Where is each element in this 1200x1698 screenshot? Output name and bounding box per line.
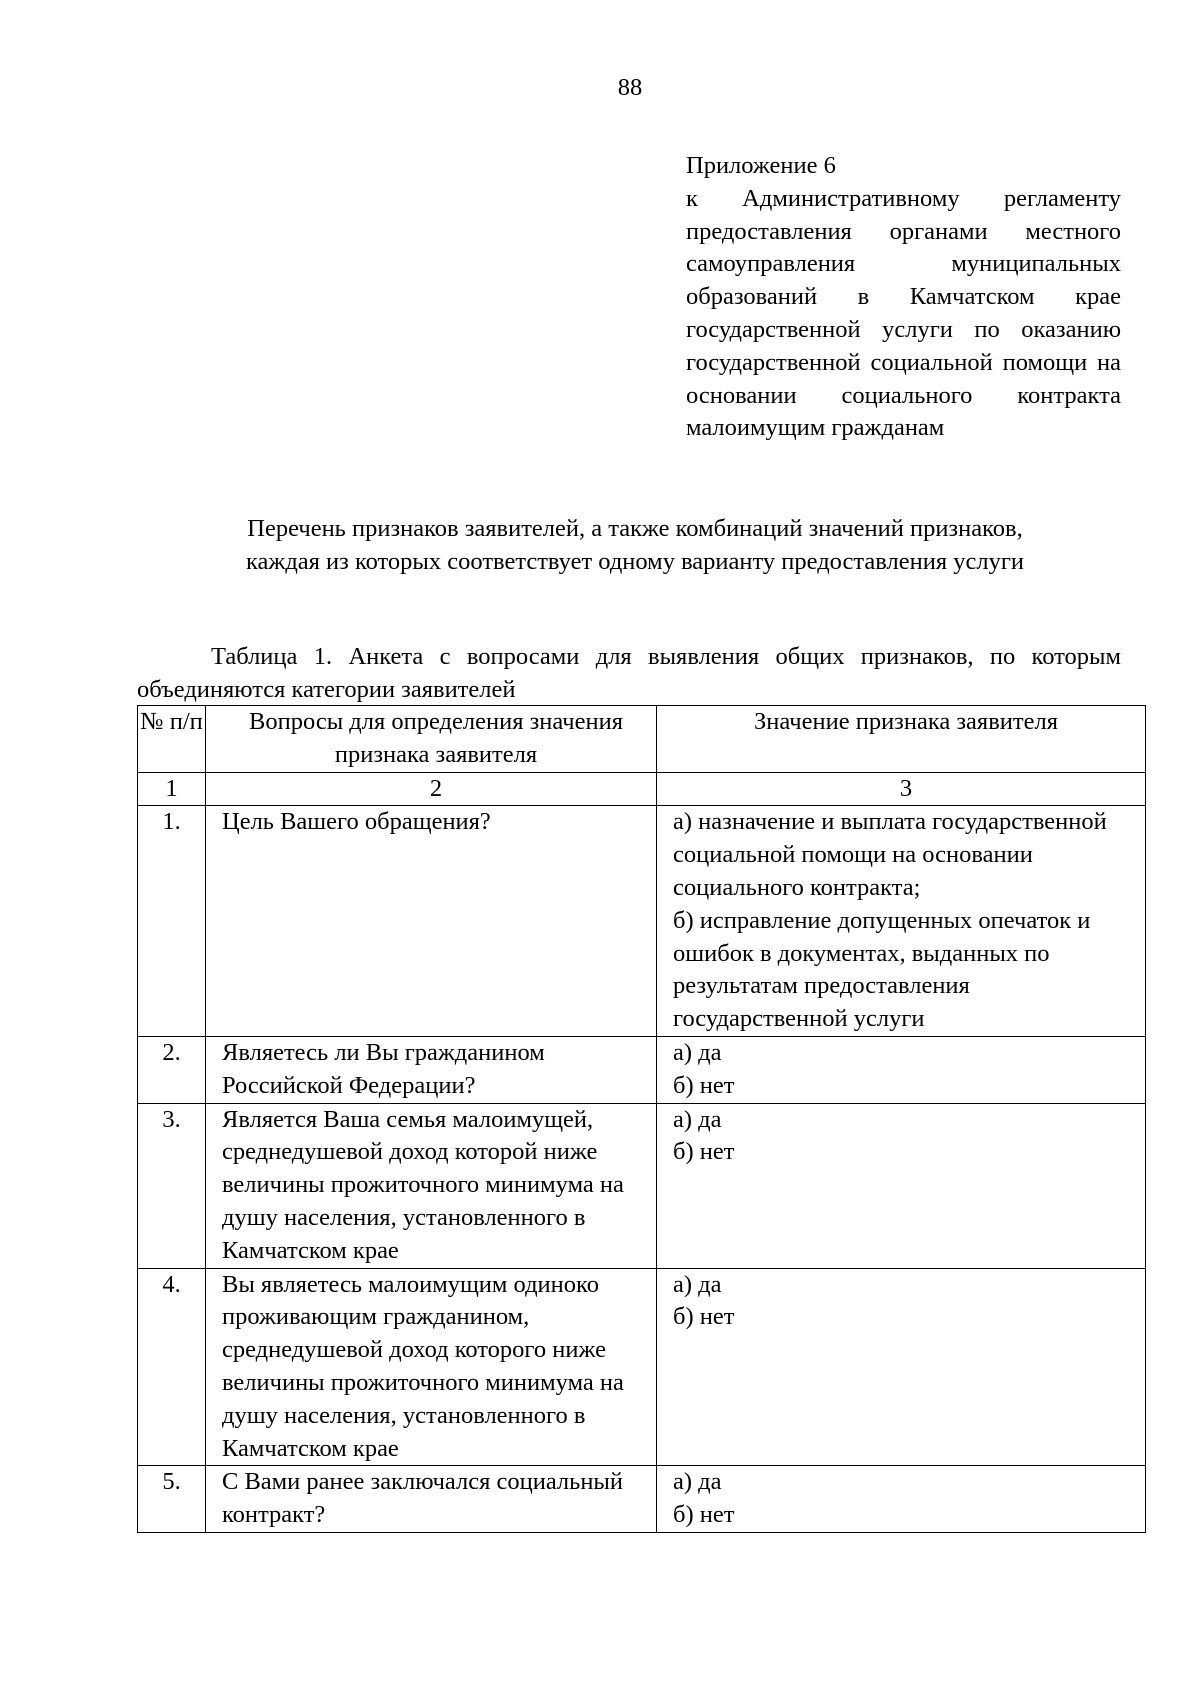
row-value: а) назначение и выплата государственной социальной помощи на основании социального контракта; <box>673 808 1107 901</box>
appendix-line: предоставления органами местного <box>686 217 1121 245</box>
column-number-row <box>138 772 1146 806</box>
appendix-line: самоуправления муниципальных <box>686 250 1121 278</box>
appendix-line: социального контракта <box>841 381 1121 409</box>
appendix-line: к Административному регламенту <box>686 184 1121 212</box>
table-row <box>138 1466 1146 1533</box>
row-value: а) да <box>673 1105 722 1133</box>
appendix-title: Приложение 6 <box>686 152 836 179</box>
row-number: 1. <box>138 806 206 1037</box>
document-heading <box>140 513 1130 579</box>
row-value: б) нет <box>673 1303 735 1331</box>
table-header-row <box>138 706 1146 773</box>
row-number: 4. <box>138 1268 206 1466</box>
heading-line-2: каждая из которых соответствует одному варианту предоставления услуги <box>245 547 1025 575</box>
row-question: Является Ваша семья малоимущей, среднедушевой доход которой ниже величины прожиточного минимума на душу населения, установленного в Камчатском крае <box>206 1103 657 1268</box>
table-caption: Таблица 1. Анкета с вопросами для выявления общих признаков, по которым объединяются категории заявителей <box>137 643 1121 703</box>
header-question: Вопросы для определения значения признака заявителя <box>206 706 657 773</box>
row-question: Цель Вашего обращения? <box>206 806 657 1037</box>
heading-line-1: Перечень признаков заявителей, а также комбинаций значений признаков, <box>247 515 1023 542</box>
row-value: б) нет <box>673 1071 735 1099</box>
column-number: 3 <box>657 772 1146 806</box>
table-row <box>138 806 1146 1037</box>
row-number: 2. <box>138 1036 206 1103</box>
row-values <box>657 1466 1146 1533</box>
appendix-line: оказанию государственной <box>686 315 1122 376</box>
header-num: № п/п <box>138 706 206 773</box>
questionnaire-table <box>137 705 1146 1533</box>
page-number: 88 <box>617 74 643 101</box>
row-value: а) да <box>673 1038 722 1066</box>
row-value: б) нет <box>673 1501 735 1529</box>
row-number: 5. <box>138 1466 206 1533</box>
appendix-line: малоимущим гражданам <box>686 414 945 442</box>
appendix-line: социальной помощи на основании <box>686 348 1122 409</box>
row-question: Являетесь ли Вы гражданином Российской Федерации? <box>206 1036 657 1103</box>
row-values <box>657 1268 1146 1466</box>
row-values <box>657 1036 1146 1103</box>
table-row <box>138 1036 1146 1103</box>
table-row <box>138 1268 1146 1466</box>
row-value: а) да <box>673 1468 722 1496</box>
row-value: б) исправление допущенных опечаток и ошибок в документах, выданных по результатам предоставления государственной услуги <box>673 906 1091 1033</box>
row-question: Вы являетесь малоимущим одиноко проживающим гражданином, среднедушевой доход которого ниже величины прожиточного минимума на душу населения, установленного в Камчатском крае <box>206 1268 657 1466</box>
row-values <box>657 806 1146 1037</box>
appendix-line: государственной услуги по <box>686 315 1000 343</box>
header-value: Значение признака заявителя <box>657 706 1146 773</box>
row-values <box>657 1103 1146 1268</box>
row-number: 3. <box>138 1103 206 1268</box>
row-value: б) нет <box>673 1138 735 1166</box>
row-value: а) да <box>673 1270 722 1298</box>
appendix-block <box>686 150 1121 445</box>
column-number: 1 <box>138 772 206 806</box>
appendix-line: образований в Камчатском крае <box>686 283 1121 311</box>
table-row <box>138 1103 1146 1268</box>
row-question: С Вами ранее заключался социальный контракт? <box>206 1466 657 1533</box>
column-number: 2 <box>206 772 657 806</box>
appendix-text <box>686 183 1121 445</box>
